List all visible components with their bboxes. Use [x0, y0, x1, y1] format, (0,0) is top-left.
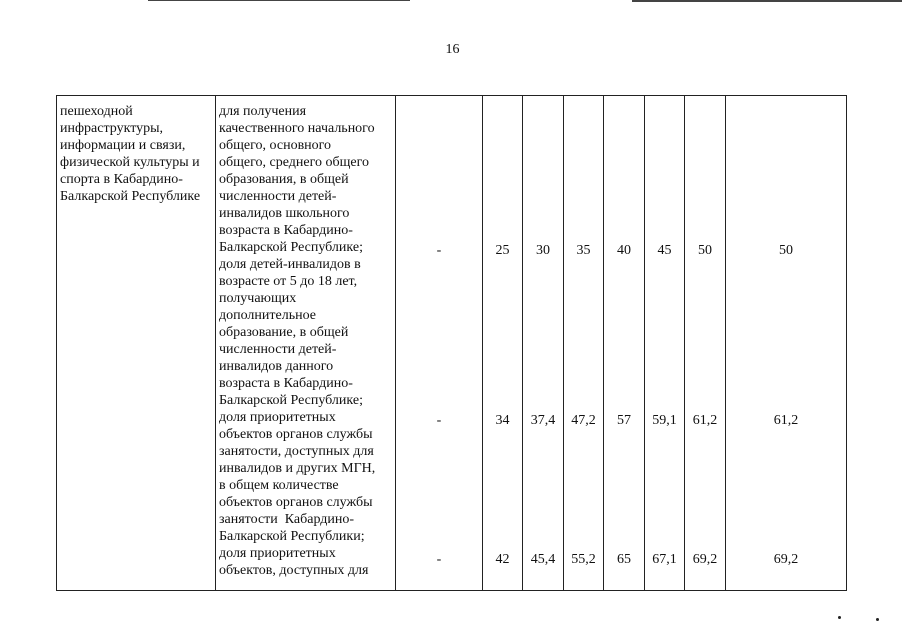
value-cell: 65 [617, 552, 631, 567]
value-cell: 37,4 [530, 413, 556, 428]
value-cell: 59,1 [652, 413, 677, 428]
indicator-line: дополнительное [219, 308, 316, 323]
value-cell: 25 [495, 243, 510, 258]
indicator-line: возрасте от 5 до 18 лет, [219, 274, 358, 289]
indicator-line: объектов органов службы [219, 495, 373, 510]
indicator-line: численности детей- [219, 342, 337, 357]
value-cell: 69,2 [692, 552, 718, 567]
value-cell: 34 [495, 413, 510, 428]
page-number: 16 [445, 42, 460, 57]
year-2-cell [523, 96, 564, 591]
indicator-line: общего, основного [219, 138, 332, 153]
year-6-cell [685, 96, 726, 591]
year-5-cell [645, 96, 685, 591]
base-value-row-3: - [436, 552, 442, 567]
indicator-line: Балкарской Республике; [219, 393, 363, 408]
indicator-line: Балкарской Республике; [219, 240, 363, 255]
value-cell: 47,2 [571, 413, 596, 428]
scan-speck [838, 616, 841, 619]
value-cell: 50 [698, 243, 712, 258]
table-row [57, 96, 847, 591]
indicator-line: занятости, доступных для [219, 444, 374, 459]
final-value-row-2: 61,2 [773, 413, 799, 428]
final-value-cell [726, 96, 847, 591]
base-value-cell [396, 96, 483, 591]
indicator-line: доля приоритетных [219, 546, 336, 561]
indicator-text [219, 103, 393, 579]
indicator-line: качественного начального [219, 121, 375, 136]
indicator-line: численности детей- [219, 189, 337, 204]
value-cell: 35 [576, 243, 591, 258]
indicator-line: доля приоритетных [219, 410, 336, 425]
value-cell: 40 [617, 243, 631, 258]
indicator-line: Балкарской Республики; [219, 529, 365, 544]
indicator-line: инвалидов данного [219, 359, 334, 374]
value-cell: 55,2 [571, 552, 596, 567]
indicator-line: инвалидов и других МГН, [219, 461, 376, 476]
indicator-line: образование, в общей [219, 325, 349, 340]
year-3-cell [564, 96, 604, 591]
value-cell: 30 [536, 243, 550, 258]
indicator-line: возраста в Кабардино- [219, 376, 353, 391]
indicator-line: возраста в Кабардино- [219, 223, 353, 238]
top-rule-left [148, 0, 410, 1]
value-cell: 67,1 [652, 552, 677, 567]
indicators-table [56, 95, 847, 591]
indicator-cell [216, 96, 396, 591]
indicator-line: занятости Кабардино- [219, 512, 355, 527]
year-4-cell [604, 96, 645, 591]
indicator-line: объектов, доступных для [219, 563, 369, 578]
value-cell: 45,4 [530, 552, 556, 567]
goal-cell [57, 96, 216, 591]
indicator-line: общего, среднего общего [219, 155, 369, 170]
indicator-line: в общем количестве [219, 478, 339, 493]
indicator-line: доля детей-инвалидов в [219, 257, 361, 272]
indicator-line: для получения [219, 104, 307, 119]
indicator-line: объектов органов службы [219, 427, 373, 442]
value-cell: 61,2 [692, 413, 718, 428]
goal-text: пешеходной инфраструктуры, информации и связи, физической культуры и спорта в Кабардино-Балкарской Республике [60, 104, 201, 204]
value-cell: 42 [495, 552, 510, 567]
value-cell: 45 [657, 243, 672, 258]
indicator-line: инвалидов школьного [219, 206, 350, 221]
base-value-row-1: - [436, 243, 442, 258]
final-value-row-3: 69,2 [773, 552, 799, 567]
indicator-line: образования, в общей [219, 172, 349, 187]
base-value-row-2: - [436, 413, 442, 428]
value-cell: 57 [617, 413, 631, 428]
top-rule-right [632, 0, 902, 2]
indicator-line: получающих [219, 291, 297, 306]
year-1-cell [483, 96, 523, 591]
scan-speck [876, 618, 879, 621]
final-value-row-1: 50 [779, 243, 793, 258]
